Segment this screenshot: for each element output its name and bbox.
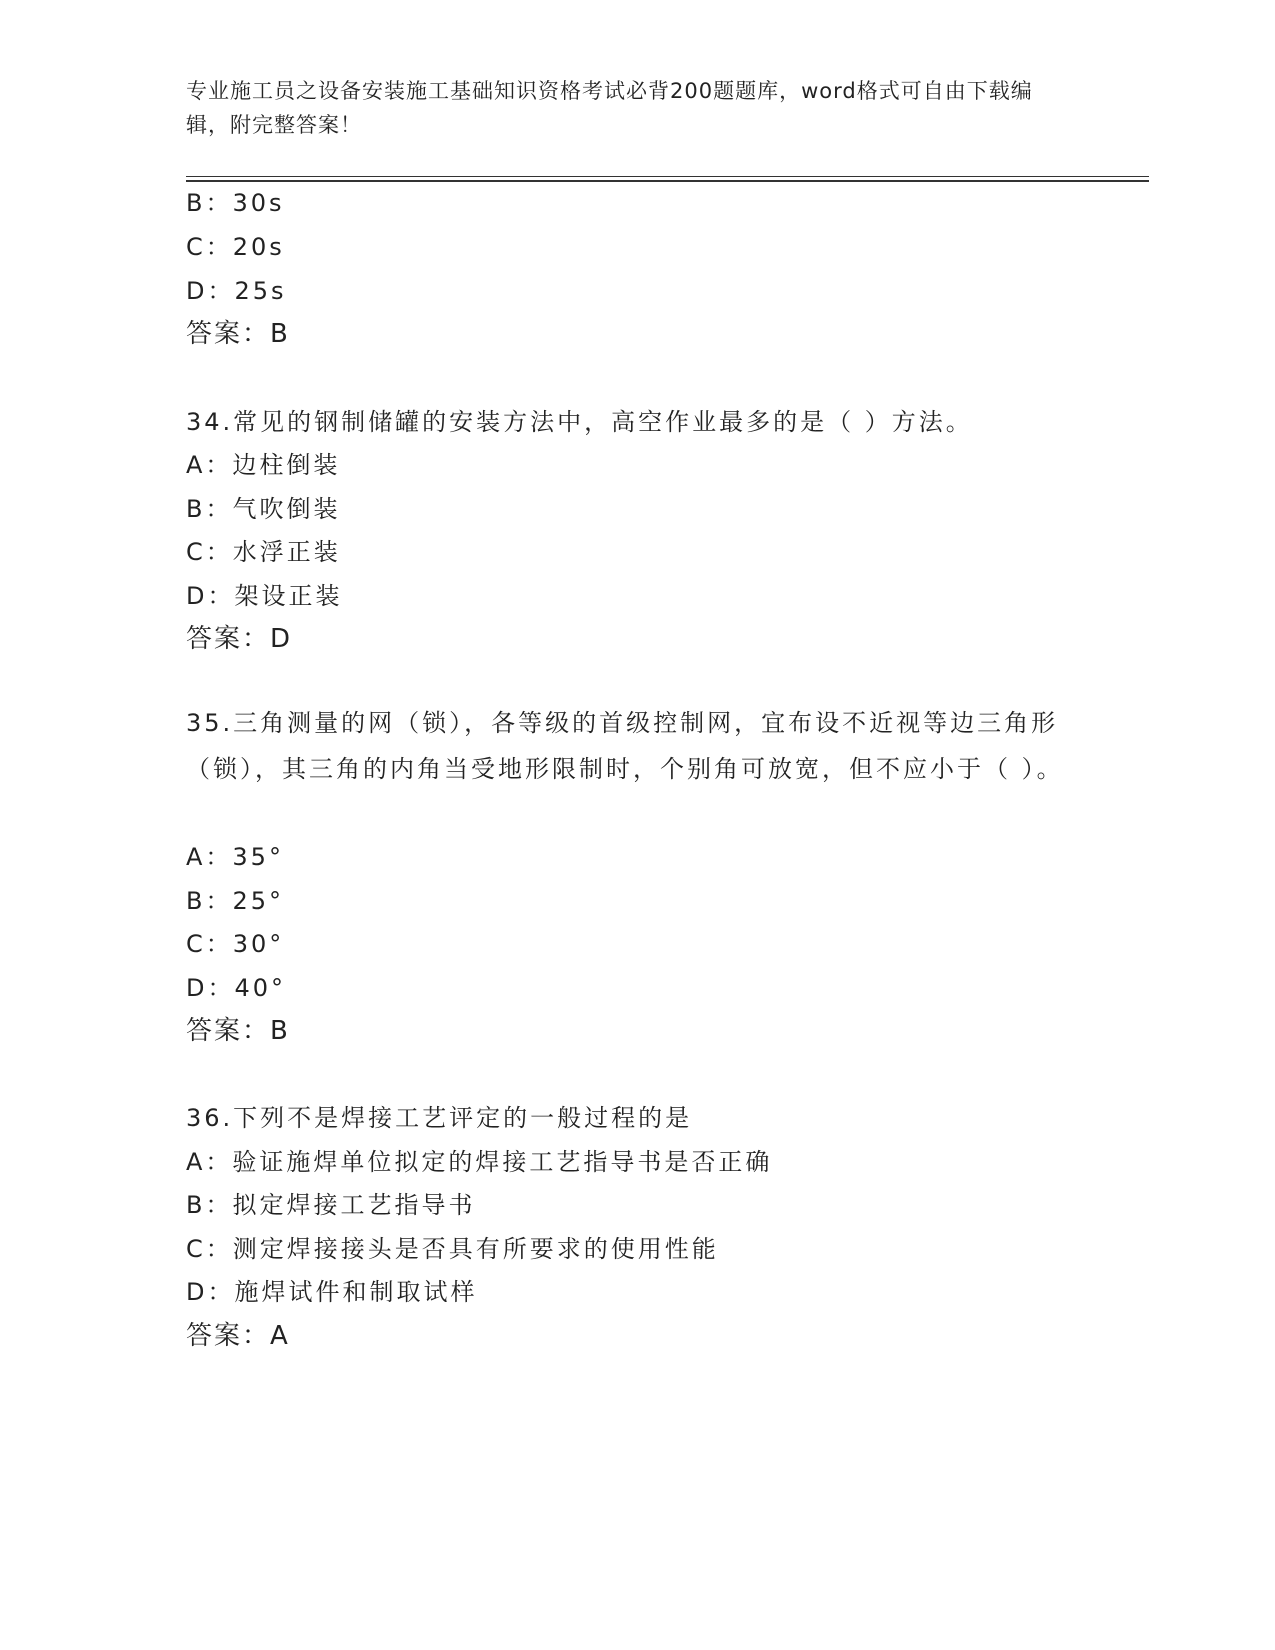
q34-question: 34.常见的钢制储罐的安装方法中，高空作业最多的是（ ）方法。 bbox=[186, 408, 973, 436]
q34-option-b: B：气吹倒装 bbox=[186, 495, 341, 523]
q35-option-d: D：40° bbox=[186, 974, 287, 1002]
page-header-title: 专业施工员之设备安装施工基础知识资格考试必背200题题库，word格式可自由下载编辑，附完整答案！ bbox=[186, 79, 1033, 137]
q36-option-a: A：验证施焊单位拟定的焊接工艺指导书是否正确 bbox=[186, 1148, 773, 1176]
q34-option-c: C：水浮正装 bbox=[186, 538, 341, 566]
q34-answer: 答案：D bbox=[186, 624, 293, 654]
header-divider-bottom bbox=[186, 180, 1149, 182]
q35-answer: 答案：B bbox=[186, 1016, 290, 1046]
q36-option-b: B：拟定焊接工艺指导书 bbox=[186, 1191, 476, 1219]
q33-option-b: B：30s bbox=[186, 189, 285, 217]
q34-option-a: A：边柱倒装 bbox=[186, 451, 341, 479]
q33-answer: 答案：B bbox=[186, 319, 290, 349]
q36-question: 36.下列不是焊接工艺评定的一般过程的是 bbox=[186, 1104, 693, 1132]
header-divider-top bbox=[186, 176, 1149, 177]
q36-option-d: D：施焊试件和制取试样 bbox=[186, 1278, 478, 1306]
q35-option-a: A：35° bbox=[186, 843, 284, 871]
q34-option-d: D：架设正装 bbox=[186, 582, 343, 610]
q36-answer: 答案：A bbox=[186, 1321, 290, 1351]
q33-option-c: C：20s bbox=[186, 233, 285, 261]
q36-option-c: C：测定焊接接头是否具有所要求的使用性能 bbox=[186, 1235, 719, 1263]
q35-question: 35.三角测量的网（锁），各等级的首级控制网，宜布设不近视等边三角形（锁），其三角的内角当受地形限制时，个别角可放宽，但不应小于（ ）。 bbox=[186, 709, 1064, 783]
q35-option-c: C：30° bbox=[186, 930, 285, 958]
q35-option-b: B：25° bbox=[186, 887, 285, 915]
q33-option-d: D：25s bbox=[186, 277, 287, 305]
